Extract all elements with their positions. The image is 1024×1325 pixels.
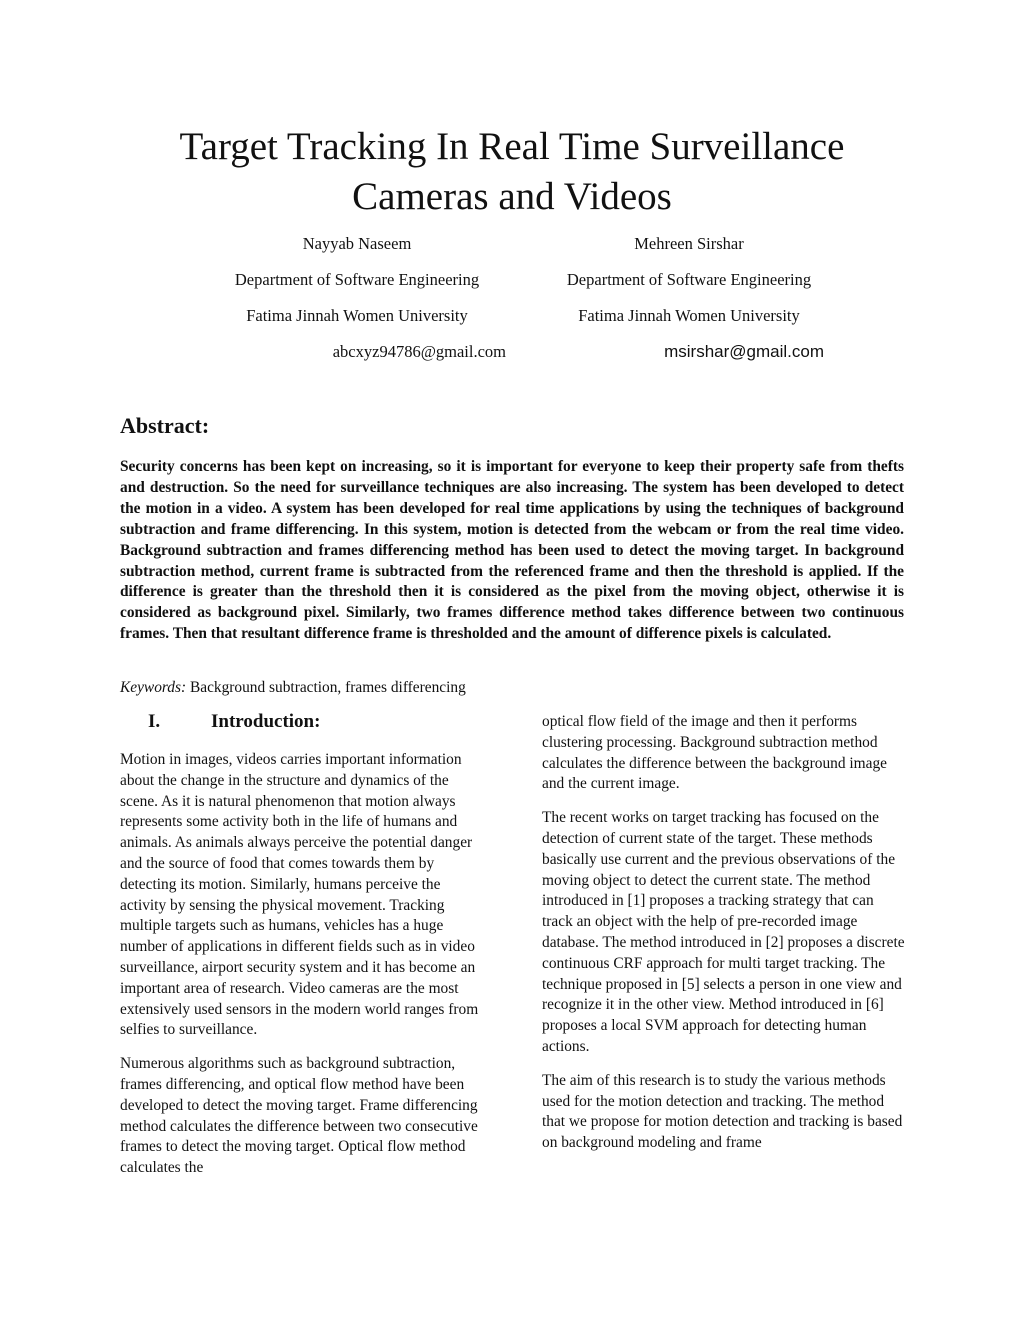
- section-title: Introduction:: [211, 711, 321, 732]
- paper-title: [0, 122, 1024, 222]
- author-email: msirshar@gmail.com: [664, 342, 824, 361]
- author-email: abcxyz94786@gmail.com: [332, 342, 506, 361]
- paragraph: optical flow field of the image and then it performs clustering processing. Background subtraction method calculates the difference between the background image and the current image.: [542, 713, 887, 793]
- section-heading-introduction: [148, 711, 320, 733]
- author-department: Department of Software Engineering: [566, 270, 812, 289]
- abstract-heading: Abstract:: [120, 413, 210, 438]
- author-block-1: [200, 226, 514, 370]
- paragraph: Motion in images, videos carries important information about the change in the structure and dynamics of the scene. As it is natural phenomenon that motion always represents some activity both in the life of humans and animals. As animals always perceive the potential danger and the source of food that comes towards them by detecting its motion. Similarly, humans perceive the activity by sensing the physical movement. Tracking multiple targets such as humans, vehicles has a huge number of applications in different fields such as in video surveillance, airport security system and it has become an important area of research. Video cameras are the most extensively used sensors in the modern world ranges from selfies to surveillance.: [120, 751, 479, 1039]
- paragraph: Numerous algorithms such as background subtraction, frames differencing, and optical flow method have been developed to detect the moving target. Frame differencing method calculates the difference between two consecutive frames to detect the moving target. Optical flow method calculates the: [120, 1055, 478, 1177]
- author-name: Nayyab Naseem: [302, 234, 412, 253]
- author-university: Fatima Jinnah Women University: [578, 306, 800, 325]
- left-column: [120, 750, 482, 1192]
- section-number: I.: [148, 711, 161, 732]
- keywords-line: [120, 678, 466, 698]
- paragraph: The recent works on target tracking has focused on the detection of current state of the target. These methods basically use current and the previous observations of the moving object to detect the current state. The method introduced in [1] proposes a tracking strategy that can track an object with the help of pre-recorded image database. The method introduced in [2] proposes a discrete continuous CRF approach for multi target tracking. The technique proposed in [5] selects a person in one view and recognize it in the other view. Method introduced in [6] proposes a local SVM approach for detecting human actions.: [542, 809, 905, 1055]
- abstract-text: Security concerns has been kept on increasing, so it is important for everyone to keep their property safe from thefts and destruction. So the need for surveillance techniques are also increasing. The system has been developed to detect the motion in a video. A system has been developed for real time applications by using the techniques of background subtraction and frame differencing. In this system, motion is detected from the webcam or from the real time video. Background subtraction and frames differencing method has been used to detect the moving target. In background subtraction method, current frame is subtracted from the referenced frame and then the threshold is applied. If the difference is greater than the threshold then it is considered as the pixel from the moving object, otherwise it is considered as background pixel. Similarly, two frames difference method takes difference between two continuous frames. Then that resultant difference frame is thresholded and the amount of difference pixels is calculated.: [120, 458, 904, 643]
- author-department: Department of Software Engineering: [234, 270, 480, 289]
- keywords-text: Background subtraction, frames differencing: [186, 679, 466, 696]
- author-block-2: [530, 226, 848, 370]
- paragraph: The aim of this research is to study the various methods used for the motion detection and tracking. The method that we propose for motion detection and tracking is based on background modeling and frame: [542, 1071, 903, 1152]
- right-column: [542, 712, 906, 1167]
- title-line-2: Cameras and Videos: [352, 175, 672, 218]
- title-line-1: Target Tracking In Real Time Surveillance: [179, 125, 845, 168]
- keywords-label: Keywords:: [120, 679, 187, 696]
- author-university: Fatima Jinnah Women University: [246, 306, 468, 325]
- author-name: Mehreen Sirshar: [634, 234, 744, 253]
